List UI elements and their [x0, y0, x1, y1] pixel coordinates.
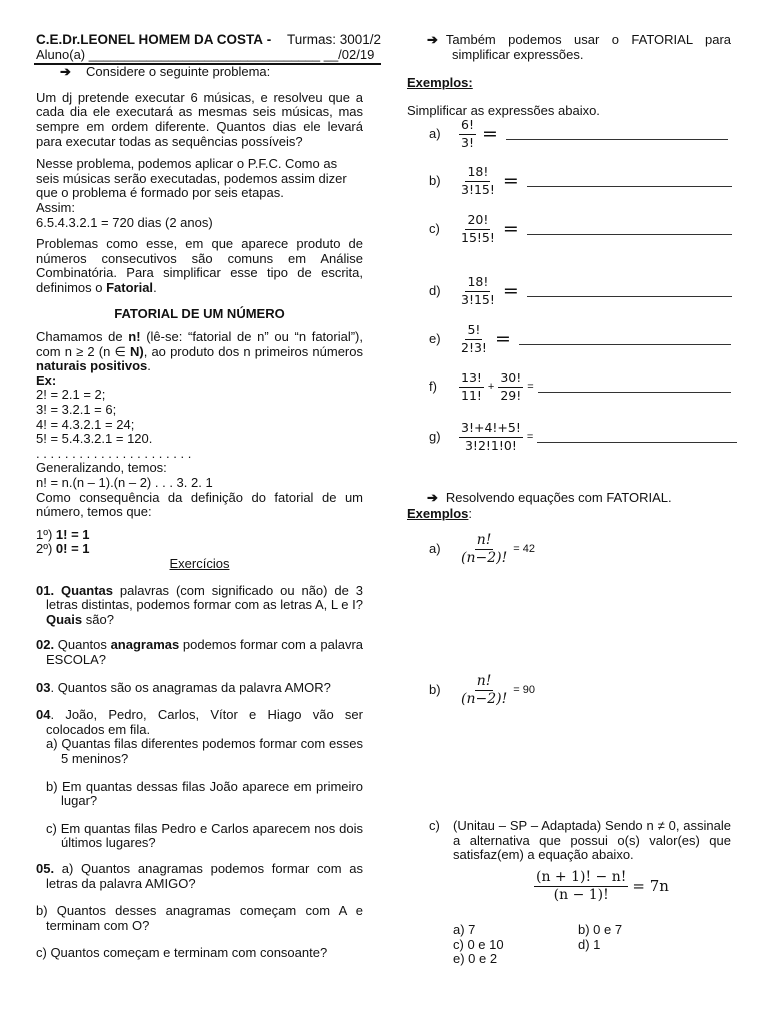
- left-column: [36, 32, 381, 961]
- rule-label: 1º): [36, 526, 56, 542]
- q01-text: palavras (com significado ou não) de 3 letras distintas, podemos formar com as letras A, L e I?: [46, 582, 363, 613]
- q03-text: . Quantos são os anagramas da palavra AMOR?: [50, 679, 331, 695]
- numerator: 5!: [465, 323, 482, 340]
- option-c[interactable]: c) 0 e 10: [453, 936, 504, 952]
- example-line: 2! = 2.1 = 2;: [36, 387, 106, 403]
- fraction: [459, 165, 497, 197]
- pfc-text: Nesse problema, podemos aplicar o P.F.C. Como as seis músicas serão executadas, podemos assim dizer que o problema é formado por seis etapas.: [36, 156, 347, 201]
- numerator: 6!: [459, 118, 476, 135]
- rules-block: [36, 528, 363, 557]
- question-number: 04: [36, 707, 51, 723]
- question-03: [36, 681, 363, 696]
- fraction: [459, 118, 476, 150]
- fraction: [459, 275, 497, 307]
- fraction: [498, 371, 523, 403]
- q05-a: a) Quantos anagramas podemos formar com as letras da palavra AMIGO?: [46, 860, 363, 891]
- tambem-text: Também podemos usar o FATORIAL para simplificar expressões.: [445, 32, 731, 62]
- def-bold: n!: [128, 329, 141, 345]
- q02-text: Quantos: [54, 637, 111, 653]
- numerator: 18!: [465, 165, 490, 182]
- fraction: [459, 323, 489, 355]
- resolvendo: [407, 491, 731, 506]
- item-label: b): [429, 172, 441, 188]
- equation-rhs: = 7n: [632, 876, 669, 895]
- q01-bold: Quantas: [60, 582, 113, 598]
- q04-c: c) Em quantas filas Pedro e Carlos aparecem nos dois últimos lugares?: [46, 820, 363, 851]
- def-bold: naturais positivos: [36, 358, 148, 374]
- school-name: C.E.Dr.LEONEL HOMEM DA COSTA: [36, 32, 264, 47]
- fraction: [534, 870, 628, 902]
- fatorial-bold: Fatorial: [106, 279, 154, 295]
- option-b[interactable]: b) 0 e 7: [578, 922, 623, 937]
- header: [34, 33, 381, 65]
- intro: [36, 65, 363, 80]
- option-d[interactable]: d) 1: [578, 936, 601, 952]
- exercicios-title: Exercícios: [169, 556, 230, 571]
- numerator: 30!: [498, 371, 523, 388]
- q05-b: b) Quantos desses anagramas começam com A e terminam com O?: [36, 903, 363, 933]
- consequencia-text: Como consequência da definição do fatorial de um número, temos que:: [36, 489, 363, 520]
- question-01: [36, 584, 363, 628]
- simplify-item-f: [429, 371, 731, 403]
- numerator: (n + 1)! − n!: [536, 869, 627, 885]
- intro-text: Considere o seguinte problema:: [86, 64, 271, 80]
- calc-text: 6.5.4.3.2.1 = 720 dias (2 anos): [36, 214, 213, 230]
- def-text: (lê-se: “fatorial de n” ou “n fatorial”), com n ≥ 2 (n ∈: [36, 329, 363, 359]
- numerator: 13!: [459, 371, 484, 388]
- definition-paragraph: [36, 330, 363, 374]
- answer-line[interactable]: [538, 391, 731, 393]
- simplify-item-d: [429, 275, 732, 307]
- question-02: [36, 638, 363, 667]
- assim-text: Assim:: [36, 199, 75, 215]
- q04-b: b) Em quantas dessas filas João aparece em primeiro lugar?: [46, 778, 363, 809]
- numerator: 20!: [465, 213, 490, 230]
- q02-bold: anagramas: [110, 637, 180, 653]
- q04-a: a) Quantas filas diferentes podemos formar com esses 5 meninos?: [46, 736, 363, 766]
- plus-sign: +: [487, 380, 495, 393]
- generalizando-text: Generalizando, temos:: [36, 460, 167, 476]
- q01-text: são?: [82, 611, 114, 627]
- arrow-icon: ➔: [427, 32, 438, 47]
- equation-b: [429, 674, 535, 706]
- answer-line[interactable]: [527, 233, 732, 235]
- question-number: 02.: [36, 637, 55, 653]
- fraction: [459, 421, 523, 453]
- denominator: (n−2)!: [461, 690, 508, 707]
- period: .: [153, 279, 157, 295]
- rule-1: 1! = 1: [55, 526, 90, 542]
- pfc-paragraph: [36, 157, 363, 230]
- simplify-item-e: [429, 323, 731, 355]
- equals-sign: =: [526, 430, 534, 443]
- question-c-label: c): [429, 818, 440, 833]
- item-label: a): [429, 125, 441, 141]
- def-text: , ao produto dos n primeiros números: [143, 343, 363, 359]
- def-bold: N): [129, 343, 144, 359]
- exercicios-heading: [36, 557, 363, 572]
- denominator: (n − 1)!: [553, 886, 609, 903]
- tambem-paragraph: [407, 33, 731, 62]
- equation-rhs: = 42: [513, 542, 535, 555]
- answer-line[interactable]: [527, 185, 732, 187]
- equals-sign: =: [481, 122, 498, 145]
- q05-c: c) Quantos começam e terminam com consoante?: [36, 945, 328, 961]
- exemplos-title: Exemplos: [407, 506, 469, 521]
- arrow-icon: ➔: [427, 490, 438, 505]
- equals-sign: =: [494, 327, 511, 350]
- section-title: FATORIAL DE UM NÚMERO: [114, 305, 285, 321]
- question-05: [36, 862, 363, 961]
- colon: :: [468, 506, 473, 521]
- fraction: [459, 371, 484, 403]
- resolvendo-text: Resolvendo equações com FATORIAL.: [445, 490, 672, 505]
- numerator: n!: [476, 532, 492, 548]
- answer-line[interactable]: [527, 295, 732, 297]
- question-c-text: (Unitau – SP – Adaptada) Sendo n ≠ 0, assinale a alternativa que possui o(s) valor(es) que satisfaz(em) a equação abaixo.: [453, 818, 731, 863]
- general-formula: n! = n.(n – 1).(n – 2) . . . 3. 2. 1: [36, 475, 213, 491]
- option-e[interactable]: e) 0 e 2: [453, 951, 498, 967]
- exemplos-heading: [407, 76, 731, 91]
- def-text: .: [147, 358, 151, 374]
- question-number: 01.: [36, 582, 61, 598]
- problemas-text: Problemas como esse, em que aparece produto de números consecutivos são comuns em Análise Combinatória. Para simplificar esse tipo de escrita, definimos o: [36, 236, 363, 295]
- option-a[interactable]: a) 7: [453, 922, 476, 937]
- item-label: a): [429, 540, 441, 556]
- arrow-icon: ➔: [60, 64, 71, 80]
- item-label: f): [429, 378, 437, 394]
- q01-bold: Quais: [46, 611, 83, 627]
- item-label: e): [429, 330, 441, 346]
- def-text: Chamamos de: [36, 329, 129, 345]
- question-number: 05.: [36, 860, 55, 876]
- denominator: 29!: [500, 387, 522, 403]
- exemplos2-heading: [407, 507, 731, 522]
- q04-text: . João, Pedro, Carlos, Vítor e Hiago vão ser colocados em fila.: [46, 707, 363, 737]
- simplify-item-b: [429, 165, 732, 197]
- example-line: 4! = 4.3.2.1 = 24;: [36, 416, 135, 432]
- equals-sign: =: [502, 279, 519, 302]
- denominator: 11!: [461, 387, 482, 403]
- equals-sign: =: [502, 169, 519, 192]
- answer-options: [453, 923, 658, 967]
- item-label: b): [429, 681, 441, 697]
- q02-text: podemos formar com a palavra ESCOLA?: [46, 637, 363, 667]
- fraction: [459, 533, 509, 565]
- fraction: [459, 213, 497, 245]
- question-number: 03: [36, 679, 51, 695]
- fraction: [459, 674, 509, 706]
- denominator: 2!3!: [461, 339, 487, 355]
- denominator: 3!: [461, 134, 474, 150]
- exemplos-title: Exemplos:: [407, 75, 473, 90]
- denominator: (n−2)!: [461, 549, 508, 566]
- answer-line[interactable]: [506, 138, 728, 140]
- equals-sign: =: [502, 217, 519, 240]
- denominator: 3!2!1!0!: [464, 437, 517, 453]
- item-label: c): [429, 220, 440, 236]
- rule-2: 0! = 1: [55, 541, 90, 557]
- turmas: Turmas: 3001/2: [286, 32, 381, 47]
- answer-line[interactable]: [537, 441, 737, 443]
- simplify-item-g: [429, 421, 737, 453]
- question-04: [36, 708, 363, 851]
- dots-line: . . . . . . . . . . . . . . . . . . . . . .: [36, 445, 192, 461]
- equation-a: [429, 533, 535, 565]
- ex-label: Ex:: [36, 372, 57, 388]
- numerator: 3!+4!+5!: [459, 421, 523, 438]
- numerator: n!: [476, 673, 492, 689]
- item-label: d): [429, 282, 441, 298]
- examples-block: [36, 374, 363, 520]
- item-label: g): [429, 428, 441, 444]
- denominator: 15!5!: [461, 229, 495, 245]
- problemas-paragraph: [36, 237, 363, 295]
- student-name-line: Aluno(a) ________________________________ __/02/19: [36, 46, 375, 62]
- example-line: 3! = 3.2.1 = 6;: [36, 402, 117, 418]
- header-dash: -: [266, 32, 272, 47]
- question-c-equation: [534, 870, 669, 902]
- simplify-item-c: [429, 213, 732, 245]
- rule-label: 2º): [36, 541, 56, 557]
- answer-line[interactable]: [519, 343, 731, 345]
- equals-sign: =: [527, 380, 534, 393]
- denominator: 3!15!: [461, 181, 495, 197]
- equation-rhs: = 90: [513, 683, 535, 696]
- denominator: 3!15!: [461, 291, 495, 307]
- numerator: 18!: [465, 275, 490, 292]
- problem-paragraph: Um dj pretende executar 6 músicas, e resolveu que a cada dia ele executará as mesmas seis músicas, mas sempre em ordem diferente. Quantos dias ele levará para executar todas as sequências possíveis?: [36, 89, 363, 149]
- simplificar-text: Simplificar as expressões abaixo.: [407, 103, 600, 118]
- simplify-item-a: [429, 118, 728, 150]
- example-line: 5! = 5.4.3.2.1 = 120.: [36, 431, 153, 447]
